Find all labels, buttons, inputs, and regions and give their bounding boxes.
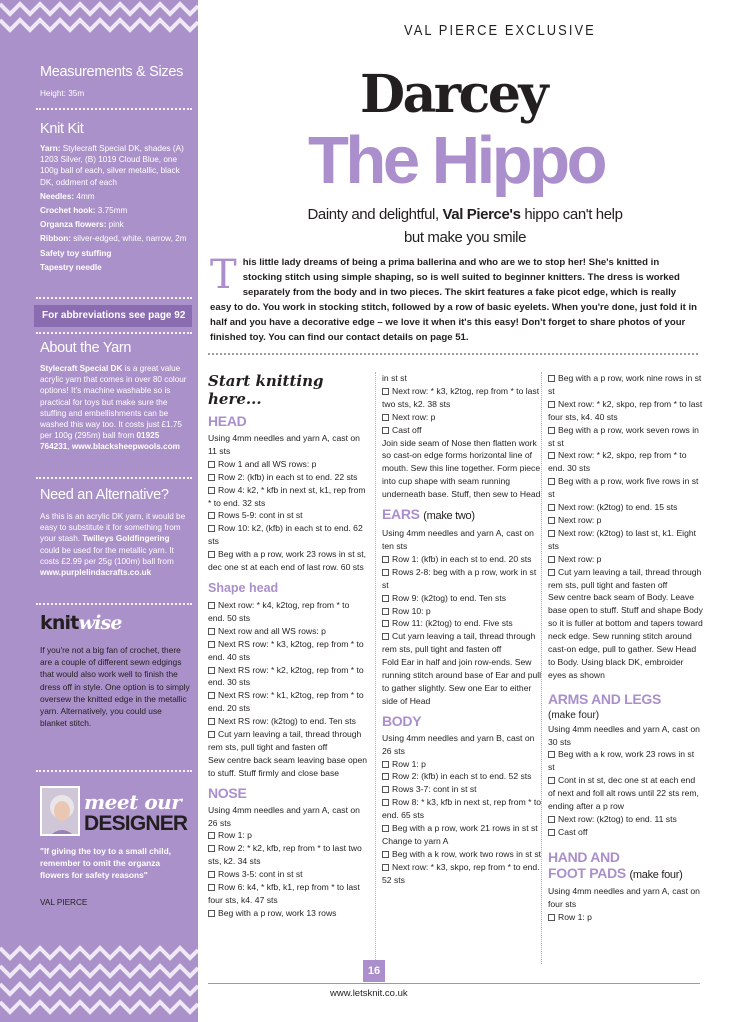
- divider: [208, 353, 698, 355]
- arms-legs-subheading: (make four): [548, 709, 600, 721]
- checkbox-icon[interactable]: [548, 375, 555, 382]
- checkbox-icon[interactable]: [382, 773, 389, 780]
- checkbox-icon[interactable]: [208, 667, 215, 674]
- measurements-heading: Measurements & Sizes: [40, 64, 184, 80]
- checkbox-icon[interactable]: [382, 786, 389, 793]
- instruction-line: Row 10: p: [382, 605, 542, 618]
- divider: [36, 603, 192, 605]
- column-3: [548, 372, 703, 924]
- instruction-list: [382, 527, 542, 708]
- instruction-line: Row 1: p: [382, 758, 542, 771]
- instruction-line: Using 4mm needles and yarn B, cast on 26 sts: [382, 732, 535, 756]
- checkbox-icon[interactable]: [548, 751, 555, 758]
- checkbox-icon[interactable]: [208, 871, 215, 878]
- yarn-heading: About the Yarn: [40, 340, 132, 356]
- instruction-line: Rows 5-9: cont in st st: [208, 509, 368, 522]
- intro-paragraph: This little lady dreams of being a prima ballerina and who are we to stop her! She's knitted in stocking stitch using simple shaping, so is well suited to beginner knitters. The dress is worked separately from the body and in two pieces. The skirt features a fake picot edge, which is really easy to do. You work in stocking stitch, followed by a row of basic eyelets. When you're done, just fold it in half and you have a decorative edge – we love it when it's this easy! Don't forget to share photos of your finished toy. You can find our contact details on page 51.: [210, 252, 698, 343]
- instruction-line: Next row: p: [382, 411, 542, 424]
- meet-our-heading: meet our: [84, 790, 182, 814]
- instruction-line: Rows 3-7: cont in st st: [382, 783, 542, 796]
- knitwise-text: If you're not a big fan of crochet, there are a couple of different sewn edgings that would also work well to finish the dress off in style. One option is to simply oversew the knitted edge in the metallic yarn. Alternatively, you could use blanket stitch.: [40, 645, 190, 729]
- instruction-line: Using 4mm needles and yarn A, cast on 26 sts: [208, 804, 360, 828]
- checkbox-icon[interactable]: [208, 628, 215, 635]
- checkbox-icon[interactable]: [382, 864, 389, 871]
- checkbox-icon[interactable]: [208, 461, 215, 468]
- instruction-line: Next row: * k2, skpo, rep from * to end. 30 sts: [548, 450, 687, 474]
- checkbox-icon[interactable]: [548, 401, 555, 408]
- instruction-line: Cast off: [548, 826, 703, 839]
- instruction-line: Rows 3-5: cont in st st: [208, 868, 368, 881]
- arms-legs-heading: ARMS AND LEGS: [548, 690, 662, 707]
- zigzag-decoration: [0, 942, 198, 1022]
- instruction-line: Using 4mm needles and yarn A, cast on ten sts: [382, 528, 534, 551]
- height-value: Height: 35m: [40, 89, 85, 98]
- checkbox-icon[interactable]: [382, 556, 389, 563]
- sidebar: [0, 0, 198, 1022]
- designer-quote: "If giving the toy to a small child, remember to omit the organza flowers for safety reasons": [40, 846, 172, 881]
- instruction-line: Next row: * k2, skpo, rep from * to last four sts, k4. 40 sts: [548, 398, 703, 422]
- checkbox-icon[interactable]: [208, 910, 215, 917]
- hand-foot-heading: HAND AND FOOT PADS (make four): [548, 848, 683, 881]
- checkbox-icon[interactable]: [382, 608, 389, 615]
- instruction-line: Row 2: (kfb) in each st to end. 52 sts: [382, 770, 542, 783]
- instruction-line: Using 4mm needles and yarn A, cast on 11 sts: [208, 433, 360, 456]
- shape-head-heading: Shape head: [208, 580, 279, 595]
- instruction-line: Next RS row: * k3, k2tog, rep from * to end. 40 sts: [208, 638, 364, 662]
- start-heading: Start knitting here...: [208, 372, 324, 408]
- kit-item: Yarn: Stylecraft Special DK, shades (A) 1203 Silver, (B) 1019 Cloud Blue, one 100g ball of each, silver metallic, black DK, oddment of each: [40, 144, 184, 187]
- kit-list: [40, 143, 190, 276]
- page-title-line2: The Hippo: [308, 123, 605, 198]
- nose-heading: NOSE: [208, 784, 247, 801]
- alternative-text: As this is an acrylic DK yarn, it would be easy to substitute it for something from your stash. Twilleys Goldfingering could be used for the metallic yarn. It costs £2.99 per 25g (100m) ball from www.purplelindacrafts.co.uk: [40, 512, 186, 578]
- checkbox-icon[interactable]: [548, 452, 555, 459]
- checkbox-icon[interactable]: [382, 427, 389, 434]
- instruction-line: Next row: p: [548, 553, 703, 566]
- instruction-line: Beg with a p row, work five rows in st st: [548, 476, 699, 500]
- checkbox-icon[interactable]: [548, 914, 555, 921]
- checkbox-icon[interactable]: [208, 487, 215, 494]
- kit-item: Ribbon: silver-edged, white, narrow, 2m: [40, 234, 187, 244]
- abbreviations-link[interactable]: For abbreviations see page 92: [34, 305, 192, 327]
- instruction-line: Row 8: * k3, kfb in next st, rep from * to end. 65 sts: [382, 797, 542, 821]
- instruction-line: Cast off: [382, 424, 542, 437]
- designer-name: VAL PIERCE: [40, 898, 88, 907]
- checkbox-icon[interactable]: [382, 595, 389, 602]
- instruction-line: Next row: (k2tog) to end. 11 sts: [548, 813, 703, 826]
- checkbox-icon[interactable]: [548, 530, 555, 537]
- page-title-line1: Darcey: [360, 64, 547, 125]
- alternative-heading: Need an Alternative?: [40, 487, 169, 503]
- instruction-list: [208, 804, 368, 920]
- instruction-line: Cut yarn leaving a tail, thread through rem sts, pull tight and fasten off: [208, 729, 362, 752]
- instruction-line: Sew centre back seam of Body. Leave base open to stuff. Stuff and shape Body so it is fuller at bottom and tapers toward neck edge. Sew running stitch around cast-on edge, pull to gather. Sew Head to Body. Using black DK, embroider eyes as shown: [548, 592, 703, 680]
- checkbox-icon[interactable]: [208, 602, 215, 609]
- instruction-line: Row 10: k2, (kfb) in each st to end. 62 sts: [208, 523, 363, 547]
- instruction-line: Rows 2-8: beg with a p row, work in st st: [382, 566, 537, 590]
- instruction-line: Row 1: (kfb) in each st to end. 20 sts: [382, 553, 542, 566]
- footer-rule: [208, 983, 700, 984]
- kit-item: Crochet hook: 3.75mm: [40, 206, 128, 216]
- checkbox-icon[interactable]: [548, 517, 555, 524]
- head-heading: HEAD: [208, 413, 247, 429]
- checkbox-icon[interactable]: [548, 427, 555, 434]
- instruction-line: Beg with a p row, work nine rows in st st: [548, 373, 702, 396]
- standfirst: Dainty and delightful, Val Pierce's hippo can't help but make you smile: [307, 206, 623, 246]
- kit-item: Tapestry needle: [40, 262, 102, 272]
- designer-photo: [40, 786, 80, 836]
- instruction-line: Row 9: (k2tog) to end. Ten sts: [382, 592, 542, 605]
- alternative-url[interactable]: www.purplelindacrafts.co.uk: [40, 568, 152, 578]
- divider: [36, 770, 192, 772]
- kit-heading: Knit Kit: [40, 121, 84, 137]
- divider: [36, 108, 192, 110]
- checkbox-icon[interactable]: [382, 761, 389, 768]
- instruction-list: [208, 599, 368, 780]
- instruction-line: Sew centre back seam leaving base open to stuff. Stuff firmly and close base: [208, 754, 368, 778]
- instruction-line: Cont in st st, dec one st at each end of next and foll alt rows until 22 sts rem, ending after a p row: [548, 775, 699, 812]
- kit-item: Needles: 4mm: [40, 191, 95, 201]
- checkbox-icon[interactable]: [208, 731, 215, 738]
- divider: [36, 477, 192, 479]
- designer-heading: DESIGNER: [84, 812, 188, 835]
- instruction-line: Change to yarn A: [382, 836, 449, 846]
- instruction-line: Using 4mm needles and yarn A, cast on four sts: [548, 885, 700, 909]
- checkbox-icon[interactable]: [548, 504, 555, 511]
- checkbox-icon[interactable]: [208, 474, 215, 481]
- zigzag-decoration: [0, 0, 198, 38]
- instruction-line: Next RS row: (k2tog) to end. Ten sts: [208, 715, 368, 728]
- body-heading: BODY: [382, 712, 422, 729]
- yarn-text: Stylecraft Special DK is a great value acrylic yarn that comes in over 80 colour options! It's machine washable so is practical for toys but make sure the stuffing and embellishments can be washed this way too. It costs just £1.75 per 100g (295m) ball from 01925 764231, www.blacksheepwools.com: [40, 364, 187, 452]
- checkbox-icon[interactable]: [548, 478, 555, 485]
- checkbox-icon[interactable]: [382, 799, 389, 806]
- checkbox-icon[interactable]: [208, 845, 215, 852]
- instruction-line: Row 1: p: [208, 829, 368, 842]
- drop-cap: T: [210, 252, 237, 298]
- instruction-line: Next row: (k2tog) to end. 15 sts: [548, 501, 703, 514]
- instruction-line: Next row and all WS rows: p: [208, 625, 368, 638]
- instruction-list: [382, 372, 542, 501]
- column-divider: [375, 372, 376, 964]
- column-2: [382, 372, 542, 887]
- instruction-line: Next row: * k4, k2tog, rep from * to end. 50 sts: [208, 599, 350, 623]
- instruction-line: Beg with a k row, work two rows in st st: [382, 848, 542, 861]
- instruction-line: Join side seam of Nose then flatten work so cast-on edge forms horizontal line of mouth. Sew this line together. Form piece into cup shape with seam running underneath base. Stuff, then sew to Head: [382, 437, 541, 500]
- checkbox-icon[interactable]: [382, 414, 389, 421]
- column-divider: [541, 372, 542, 964]
- checkbox-icon[interactable]: [208, 692, 215, 699]
- checkbox-icon[interactable]: [548, 556, 555, 563]
- checkbox-icon[interactable]: [208, 512, 215, 519]
- page-number: 16: [363, 960, 385, 982]
- kit-item: Organza flowers: pink: [40, 220, 124, 230]
- instruction-line: Next RS row: * k1, k2tog, rep from * to end. 20 sts: [208, 690, 364, 714]
- checkbox-icon[interactable]: [208, 525, 215, 532]
- ears-heading: EARS (make two): [382, 506, 475, 523]
- instruction-list: [208, 432, 368, 574]
- checkbox-icon[interactable]: [382, 825, 389, 832]
- checkbox-icon[interactable]: [548, 816, 555, 823]
- kicker: VAL PIERCE EXCLUSIVE: [404, 22, 596, 39]
- instruction-list: [382, 732, 542, 887]
- instruction-line: Next row: p: [548, 514, 703, 527]
- knitwise-logo: knitwise: [40, 612, 122, 634]
- instruction-line: Beg with a k row, work 23 rows in st st: [548, 749, 695, 773]
- instruction-line: Cut yarn leaving a tail, thread through rem sts, pull tight and fasten off: [548, 566, 702, 590]
- instruction-line: Beg with a p row, work 13 rows: [208, 907, 368, 920]
- checkbox-icon[interactable]: [382, 569, 389, 576]
- checkbox-icon[interactable]: [382, 851, 389, 858]
- column-1: [208, 372, 368, 920]
- checkbox-icon[interactable]: [208, 718, 215, 725]
- instruction-line: Row 2: * k2, kfb, rep from * to last two sts, k2. 34 sts: [208, 843, 362, 867]
- instruction-line: Beg with a p row, work 21 rows in st st: [382, 822, 542, 835]
- checkbox-icon[interactable]: [548, 777, 555, 784]
- checkbox-icon[interactable]: [382, 620, 389, 627]
- instruction-line: Next row: * k3, k2tog, rep from * to last two sts, k2. 38 sts: [382, 385, 540, 409]
- checkbox-icon[interactable]: [208, 884, 215, 891]
- checkbox-icon[interactable]: [208, 551, 215, 558]
- instruction-line: Beg with a p row, work seven rows in st st: [548, 424, 699, 448]
- instruction-line: Next row: * k3, skpo, rep from * to end. 52 sts: [382, 861, 540, 885]
- checkbox-icon[interactable]: [548, 829, 555, 836]
- instruction-list: [548, 885, 703, 924]
- instruction-list: [548, 372, 703, 682]
- checkbox-icon[interactable]: [208, 641, 215, 648]
- kit-item: Safety toy stuffing: [40, 248, 112, 258]
- checkbox-icon[interactable]: [382, 633, 389, 640]
- instruction-line: Row 2: (kfb) in each st to end. 22 sts: [208, 471, 368, 484]
- checkbox-icon[interactable]: [382, 388, 389, 395]
- instruction-line: Cut yarn leaving a tail, thread through rem sts, pull tight and fasten off: [382, 631, 536, 655]
- divider: [36, 332, 192, 334]
- instruction-line: Using 4mm needles and yarn A, cast on 30 sts: [548, 723, 700, 747]
- instruction-line: Row 4: k2, * kfb in next st, k1, rep from * to end. 32 sts: [208, 484, 366, 508]
- instruction-line: Row 1 and all WS rows: p: [208, 458, 368, 471]
- divider: [36, 297, 192, 299]
- instruction-line: Fold Ear in half and join row-ends. Sew running stitch around base of Ear and pull to gather slightly. Sew one Ear to either side of Head: [382, 657, 542, 706]
- instruction-line: Next row: (k2tog) to last st, k1. Eight sts: [548, 527, 697, 551]
- instruction-line: Row 11: (k2tog) to end. Five sts: [382, 617, 542, 630]
- instruction-line: in st st: [382, 373, 407, 383]
- yarn-url[interactable]: www.blacksheepwools.com: [71, 442, 180, 452]
- instruction-line: Next RS row: * k2, k2tog, rep from * to end. 30 sts: [208, 664, 364, 688]
- checkbox-icon[interactable]: [208, 832, 215, 839]
- instruction-list: [548, 723, 703, 839]
- footer-url[interactable]: www.letsknit.co.uk: [330, 988, 408, 999]
- checkbox-icon[interactable]: [548, 569, 555, 576]
- instruction-line: Row 1: p: [548, 911, 703, 924]
- instruction-line: Row 6: k4, * kfb, k1, rep from * to last four sts, k4. 47 sts: [208, 882, 360, 905]
- instruction-line: Beg with a p row, work 23 rows in st st, dec one st at each end of last row. 60 sts: [208, 549, 367, 573]
